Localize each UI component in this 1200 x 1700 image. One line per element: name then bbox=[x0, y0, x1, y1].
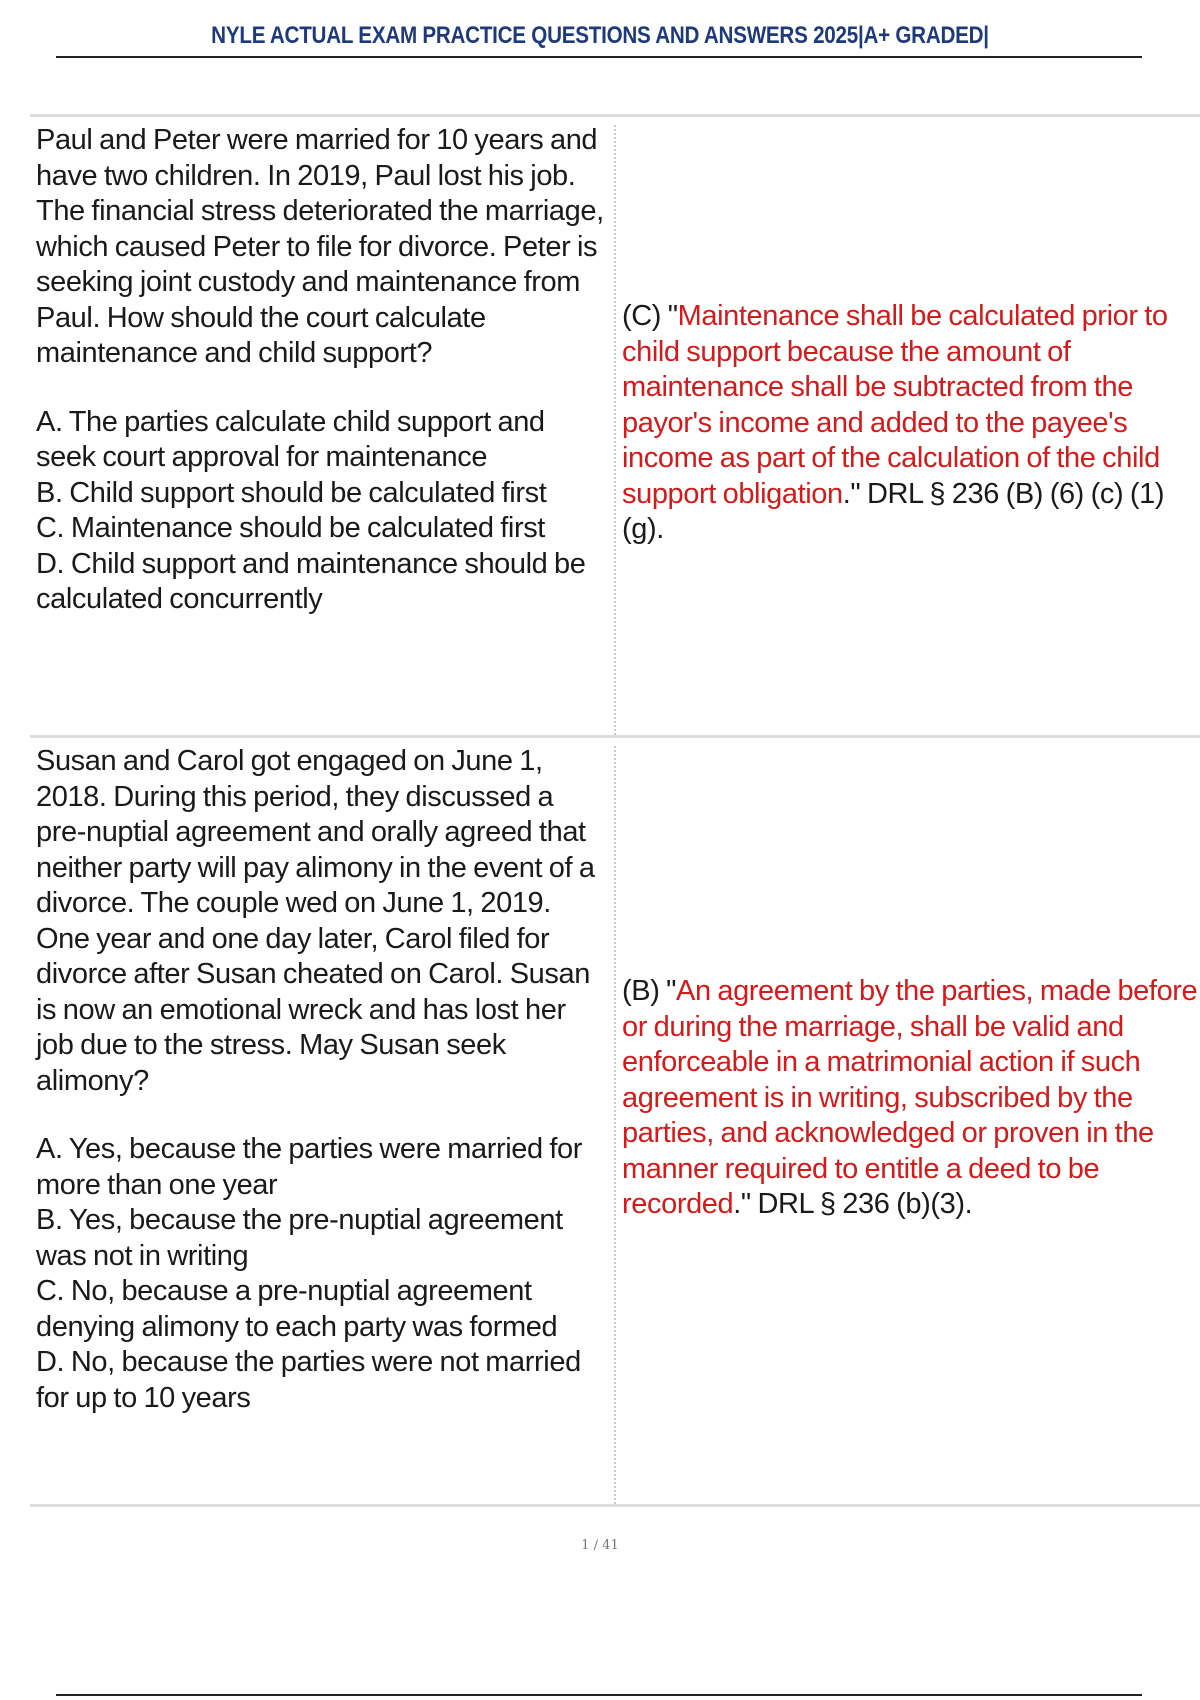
answer-quote: Maintenance shall be calculated prior to child support because the amount of maintenance shall be subtracted from the payor's income and added to the payee's income as part of the calculation of the child support obligation bbox=[622, 300, 1168, 510]
answer-cell bbox=[622, 299, 1200, 548]
option-d: D. No, because the parties were not married for up to 10 years bbox=[36, 1346, 581, 1414]
answer-letter: (C) " bbox=[622, 300, 678, 332]
option-a: A. The parties calculate child support and seek court approval for maintenance bbox=[36, 405, 545, 473]
question-cell bbox=[36, 744, 608, 1416]
header-divider bbox=[56, 56, 1142, 58]
qa-table bbox=[30, 114, 1200, 1507]
answer-letter: (B) " bbox=[622, 975, 677, 1007]
question-cell bbox=[36, 123, 608, 618]
question-stem: Susan and Carol got engaged on June 1, 2018. During this period, they discussed a pre-nuptial agreement and orally agreed that neither party will pay alimony in the event of a divorce. The couple wed on June 1, 2019. One year and one day later, Carol filed for divorce after Susan cheated on Carol. Susan is now an emotional wreck and has lost her job due to the stress. May Susan seek alimony? bbox=[36, 745, 595, 1097]
answer-options bbox=[36, 405, 608, 618]
answer-options bbox=[36, 1132, 608, 1416]
column-divider bbox=[614, 746, 616, 1504]
option-c: C. No, because a pre-nuptial agreement denying alimony to each party was formed bbox=[36, 1275, 558, 1343]
answer-citation: ." DRL § 236 (b)(3). bbox=[733, 1188, 973, 1220]
footer-divider bbox=[56, 1694, 1142, 1696]
page-number: 1 / 41 bbox=[581, 1538, 619, 1553]
answer-quote: An agreement by the parties, made before or during the marriage, shall be valid and enforceable in a matrimonial action if such agreement is in writing, subscribed by the parties, and acknowledged or proven in the manner required to entitle a deed to be recorded bbox=[622, 975, 1198, 1220]
qa-row bbox=[30, 114, 1200, 735]
question-stem: Paul and Peter were married for 10 years and have two children. In 2019, Paul lost his job. The financial stress deteriorated the marriage, which caused Peter to file for divorce. Peter is seeking joint custody and maintenance from Paul. How should the court calculate maintenance and child support? bbox=[36, 124, 604, 369]
option-a: A. Yes, because the parties were married for more than one year bbox=[36, 1133, 583, 1201]
document-title: NYLE ACTUAL EXAM PRACTICE QUESTIONS AND ANSWERS 2025|A+ GRADED| bbox=[211, 22, 989, 49]
option-c: C. Maintenance should be calculated first bbox=[36, 512, 545, 544]
option-b: B. Yes, because the pre-nuptial agreement was not in writing bbox=[36, 1204, 563, 1272]
answer-cell bbox=[622, 974, 1200, 1223]
option-b: B. Child support should be calculated first bbox=[36, 476, 547, 509]
qa-row bbox=[30, 735, 1200, 1507]
answer-citation: ." DRL § 236 (B) (6) (c) (1) (g). bbox=[622, 477, 1165, 545]
column-divider bbox=[614, 125, 616, 735]
option-d: D. Child support and maintenance should be calculated concurrently bbox=[36, 547, 586, 615]
